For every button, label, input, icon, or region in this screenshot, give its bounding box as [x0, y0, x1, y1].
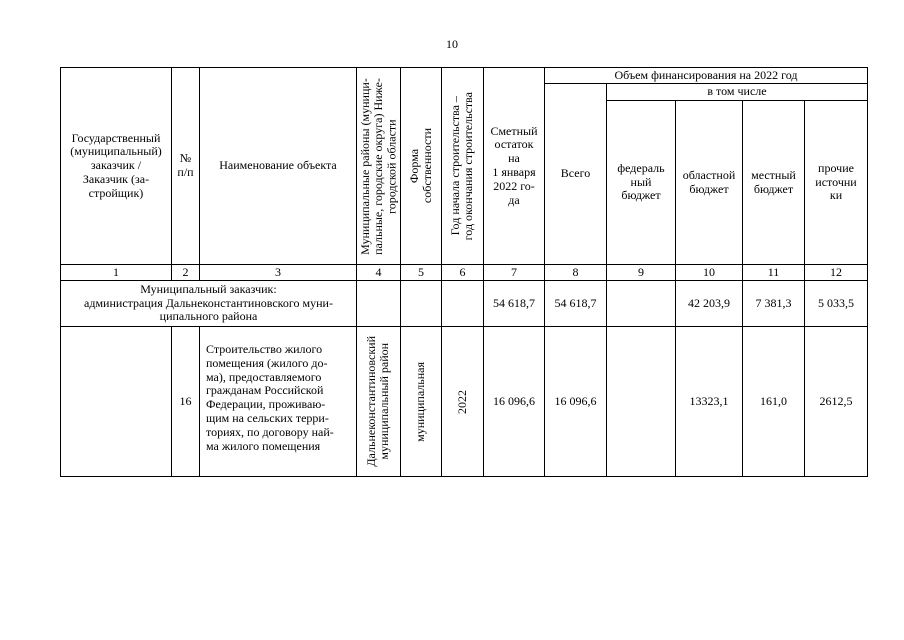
object-estimated-balance: 16 096,6: [484, 327, 545, 477]
funding-table: [60, 67, 868, 477]
column-number: 10: [676, 265, 743, 281]
header-funding-group: Объем финансирования на 2022 год: [545, 68, 868, 84]
header-federal: федераль ный бюджет: [607, 101, 676, 265]
header-customer: Государственный (муниципальный) заказчик / Заказчик (за- стройщик): [61, 68, 172, 265]
header-districts: Муниципальные районы (муници- пальные, городские округа) Ниже- городской области: [357, 68, 401, 265]
column-number: 3: [200, 265, 357, 281]
summary-other: 5 033,5: [805, 281, 868, 327]
summary-federal: [607, 281, 676, 327]
column-number: 8: [545, 265, 607, 281]
header-number: № п/п: [172, 68, 200, 265]
summary-regional: 42 203,9: [676, 281, 743, 327]
object-other: 2612,5: [805, 327, 868, 477]
object-number: 16: [172, 327, 200, 477]
header-ownership: Форма собственности: [401, 68, 442, 265]
header-regional: областной бюджет: [676, 101, 743, 265]
page-number: 10: [446, 37, 458, 51]
column-number: 5: [401, 265, 442, 281]
object-federal: [607, 327, 676, 477]
column-number: 12: [805, 265, 868, 281]
object-customer-cell: [61, 327, 172, 477]
summary-years-cell: [442, 281, 484, 327]
header-object-name: Наименование объекта: [200, 68, 357, 265]
header-other: прочие источни ки: [805, 101, 868, 265]
object-total: 16 096,6: [545, 327, 607, 477]
summary-local: 7 381,3: [743, 281, 805, 327]
summary-districts-cell: [357, 281, 401, 327]
object-ownership: муниципальная: [401, 327, 442, 477]
column-number: 9: [607, 265, 676, 281]
object-year: 2022: [442, 327, 484, 477]
summary-ownership-cell: [401, 281, 442, 327]
header-total: Всего: [545, 84, 607, 265]
header-including: в том числе: [607, 84, 868, 101]
object-local: 161,0: [743, 327, 805, 477]
column-number: 4: [357, 265, 401, 281]
summary-customer-label: Муниципальный заказчик: администрация Дальнеконстантиновского муни- ципального района: [61, 281, 357, 327]
header-local: местный бюджет: [743, 101, 805, 265]
header-estimated-balance: Сметный остаток на 1 января 2022 го- да: [484, 68, 545, 265]
column-number: 6: [442, 265, 484, 281]
summary-estimated-balance: 54 618,7: [484, 281, 545, 327]
header-years: Год начала строительства – год окончания строительства: [442, 68, 484, 265]
summary-total: 54 618,7: [545, 281, 607, 327]
column-numbers-row: [61, 265, 868, 281]
object-district: Дальнеконстантиновский муниципальный район: [357, 327, 401, 477]
column-number: 2: [172, 265, 200, 281]
summary-row: [61, 281, 868, 327]
object-regional: 13323,1: [676, 327, 743, 477]
column-number: 11: [743, 265, 805, 281]
column-number: 1: [61, 265, 172, 281]
column-number: 7: [484, 265, 545, 281]
object-row: [61, 327, 868, 477]
object-name: Строительство жилого помещения (жилого до- ма), предоставляемого гражданам Российской Федерации, проживаю- щим на сельских терри- ториях, по договору най- ма жилого помещения: [200, 327, 357, 477]
